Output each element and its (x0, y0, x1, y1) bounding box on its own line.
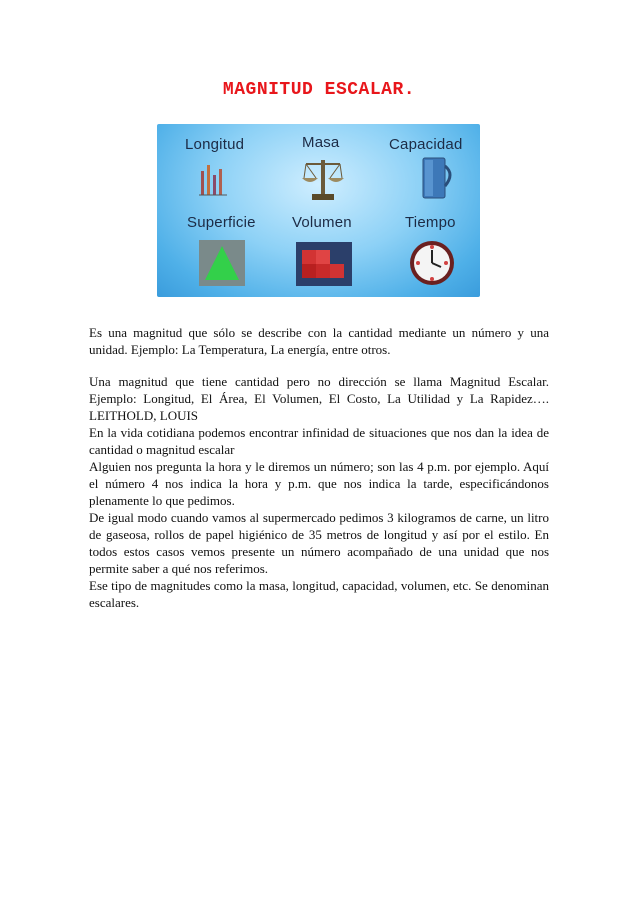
label-capacidad: Capacidad (389, 136, 463, 153)
paragraph-2: Una magnitud que tiene cantidad pero no dirección se llama Magnitud Escalar. Ejemplo: Longitud, El Área, El Volumen, El Costo, La Utilidad y La Rapidez…. LEITHOLD, LOUIS (89, 374, 549, 423)
label-volumen: Volumen (292, 214, 352, 231)
jug-icon (415, 154, 455, 200)
label-tiempo: Tiempo (405, 214, 456, 231)
label-longitud: Longitud (185, 136, 245, 153)
paragraph-definition (89, 324, 549, 358)
paragraph-1: Es una magnitud que sólo se describe con la cantidad mediante un número y una unidad. Ejemplo: La Temperatura, La energía, entre otros. (89, 325, 549, 357)
triangle-icon (197, 236, 249, 288)
clock-icon (407, 236, 457, 288)
paragraph-5: De igual modo cuando vamos al supermercado pedimos 3 kilogramos de carne, un litro de gaseosa, rollos de papel higiénico de 35 metros de longitud y así por el estilo. En todos estos casos vemos presente un número acompañado de una unidad que nos permite saber a qué nos referimos. (89, 510, 549, 576)
ruler-icon (197, 159, 229, 197)
magnitudes-figure (157, 124, 480, 297)
cube-stack-icon (294, 236, 356, 288)
label-masa: Masa (302, 134, 340, 151)
paragraph-6: Ese tipo de magnitudes como la masa, longitud, capacidad, volumen, etc. Se denominan escalares. (89, 578, 549, 610)
body-text (89, 373, 549, 611)
scale-icon (300, 154, 346, 202)
label-superficie: Superficie (187, 214, 256, 231)
page-title: MAGNITUD ESCALAR. (222, 80, 416, 100)
paragraph-3: En la vida cotidiana podemos encontrar infinidad de situaciones que nos dan la idea de cantidad o magnitud escalar (89, 425, 549, 457)
paragraph-4: Alguien nos pregunta la hora y le diremos un número; son las 4 p.m. por ejemplo. Aquí el número 4 nos indica la hora y p.m. que nos indica la tarde, especificándonos plenamente lo que pedimos. (89, 459, 549, 508)
